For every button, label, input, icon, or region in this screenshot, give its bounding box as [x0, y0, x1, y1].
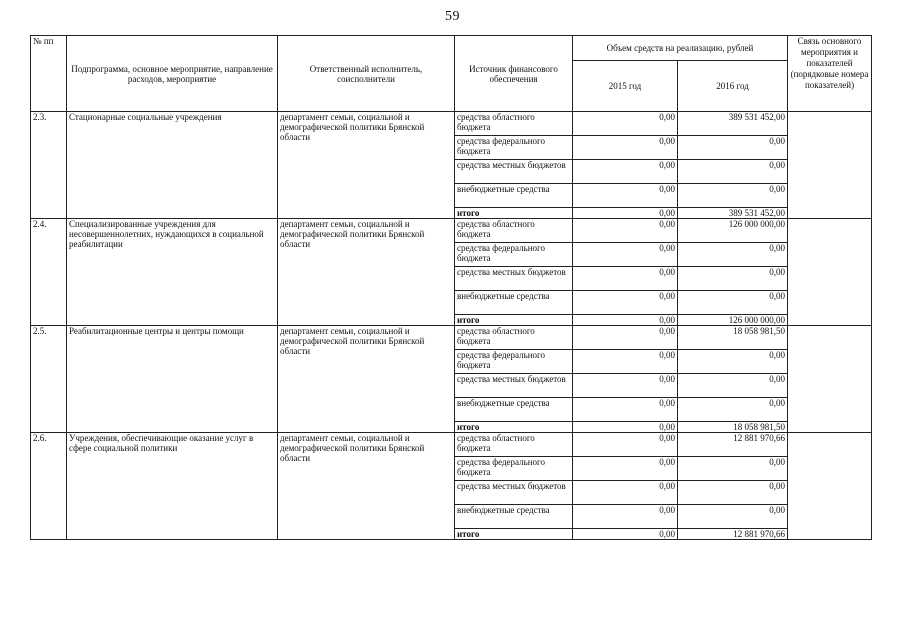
amount-2016: 0,00	[678, 291, 788, 315]
indicator-link	[788, 433, 872, 540]
funding-source: средства федерального бюджета	[455, 350, 573, 374]
total-label: итого	[455, 529, 573, 540]
amount-2016: 0,00	[678, 350, 788, 374]
item-name: Специализированные учреждения для несовершеннолетних, нуждающихся в социальной реабилитации	[67, 219, 278, 326]
total-label: итого	[455, 208, 573, 219]
amount-2015: 0,00	[573, 243, 678, 267]
amount-2016: 0,00	[678, 184, 788, 208]
item-name: Стационарные социальные учреждения	[67, 112, 278, 219]
header-program: Подпрограмма, основное мероприятие, направление расходов, мероприятие	[67, 36, 278, 112]
amount-2016: 0,00	[678, 505, 788, 529]
header-year-2015: 2015 год	[573, 61, 678, 112]
amount-2016: 389 531 452,00	[678, 112, 788, 136]
amount-2015: 0,00	[573, 398, 678, 422]
table-row	[31, 433, 872, 457]
amount-2016: 0,00	[678, 398, 788, 422]
indicator-link	[788, 219, 872, 326]
amount-2015: 0,00	[573, 433, 678, 457]
amount-2015: 0,00	[573, 481, 678, 505]
amount-2016: 18 058 981,50	[678, 326, 788, 350]
amount-2015: 0,00	[573, 350, 678, 374]
table-row	[31, 326, 872, 350]
item-name: Учреждения, обеспечивающие оказание услуг в сфере социальной политики	[67, 433, 278, 540]
amount-2015: 0,00	[573, 112, 678, 136]
total-label: итого	[455, 422, 573, 433]
funding-source: средства областного бюджета	[455, 326, 573, 350]
funding-source: средства областного бюджета	[455, 219, 573, 243]
funding-source: средства местных бюджетов	[455, 267, 573, 291]
funding-source: средства федерального бюджета	[455, 136, 573, 160]
amount-2015: 0,00	[573, 219, 678, 243]
header-num: № пп	[31, 36, 67, 112]
total-2016: 12 881 970,66	[678, 529, 788, 540]
funding-source: средства областного бюджета	[455, 112, 573, 136]
funding-source: средства местных бюджетов	[455, 481, 573, 505]
item-responsible: департамент семьи, социальной и демографической политики Брянской области	[278, 326, 455, 433]
header-year-2016: 2016 год	[678, 61, 788, 112]
table-body	[31, 112, 872, 540]
funding-source: средства местных бюджетов	[455, 160, 573, 184]
table-row	[31, 112, 872, 136]
funding-source: средства федерального бюджета	[455, 457, 573, 481]
amount-2016: 0,00	[678, 481, 788, 505]
amount-2015: 0,00	[573, 326, 678, 350]
budget-table	[30, 35, 872, 540]
total-label: итого	[455, 315, 573, 326]
header-link: Связь основного мероприятия и показателей (порядковые номера показателей)	[788, 36, 872, 112]
header-source: Источник финансового обеспечения	[455, 36, 573, 112]
funding-source: средства местных бюджетов	[455, 374, 573, 398]
funding-source: внебюджетные средства	[455, 505, 573, 529]
total-2015: 0,00	[573, 208, 678, 219]
amount-2015: 0,00	[573, 291, 678, 315]
item-number: 2.5.	[31, 326, 67, 433]
table-row	[31, 219, 872, 243]
item-number: 2.4.	[31, 219, 67, 326]
amount-2015: 0,00	[573, 136, 678, 160]
amount-2016: 0,00	[678, 374, 788, 398]
funding-source: внебюджетные средства	[455, 291, 573, 315]
indicator-link	[788, 326, 872, 433]
funding-source: внебюджетные средства	[455, 398, 573, 422]
amount-2016: 0,00	[678, 267, 788, 291]
header-volume: Объем средств на реализацию, рублей	[573, 36, 788, 61]
total-2016: 126 000 000,00	[678, 315, 788, 326]
indicator-link	[788, 112, 872, 219]
item-responsible: департамент семьи, социальной и демографической политики Брянской области	[278, 112, 455, 219]
total-2016: 389 531 452,00	[678, 208, 788, 219]
header-responsible: Ответственный исполнитель, соисполнители	[278, 36, 455, 112]
funding-source: внебюджетные средства	[455, 184, 573, 208]
item-responsible: департамент семьи, социальной и демографической политики Брянской области	[278, 219, 455, 326]
total-2015: 0,00	[573, 315, 678, 326]
item-responsible: департамент семьи, социальной и демографической политики Брянской области	[278, 433, 455, 540]
total-2015: 0,00	[573, 529, 678, 540]
amount-2015: 0,00	[573, 160, 678, 184]
amount-2016: 0,00	[678, 136, 788, 160]
amount-2016: 12 881 970,66	[678, 433, 788, 457]
item-name: Реабилитационные центры и центры помощи	[67, 326, 278, 433]
total-2015: 0,00	[573, 422, 678, 433]
amount-2015: 0,00	[573, 505, 678, 529]
total-2016: 18 058 981,50	[678, 422, 788, 433]
amount-2016: 0,00	[678, 160, 788, 184]
funding-source: средства областного бюджета	[455, 433, 573, 457]
amount-2016: 0,00	[678, 457, 788, 481]
amount-2016: 0,00	[678, 243, 788, 267]
amount-2015: 0,00	[573, 457, 678, 481]
amount-2015: 0,00	[573, 184, 678, 208]
table-header	[31, 36, 872, 112]
item-number: 2.6.	[31, 433, 67, 540]
funding-source: средства федерального бюджета	[455, 243, 573, 267]
amount-2015: 0,00	[573, 374, 678, 398]
item-number: 2.3.	[31, 112, 67, 219]
amount-2016: 126 000 000,00	[678, 219, 788, 243]
page-number: 59	[445, 9, 460, 24]
amount-2015: 0,00	[573, 267, 678, 291]
